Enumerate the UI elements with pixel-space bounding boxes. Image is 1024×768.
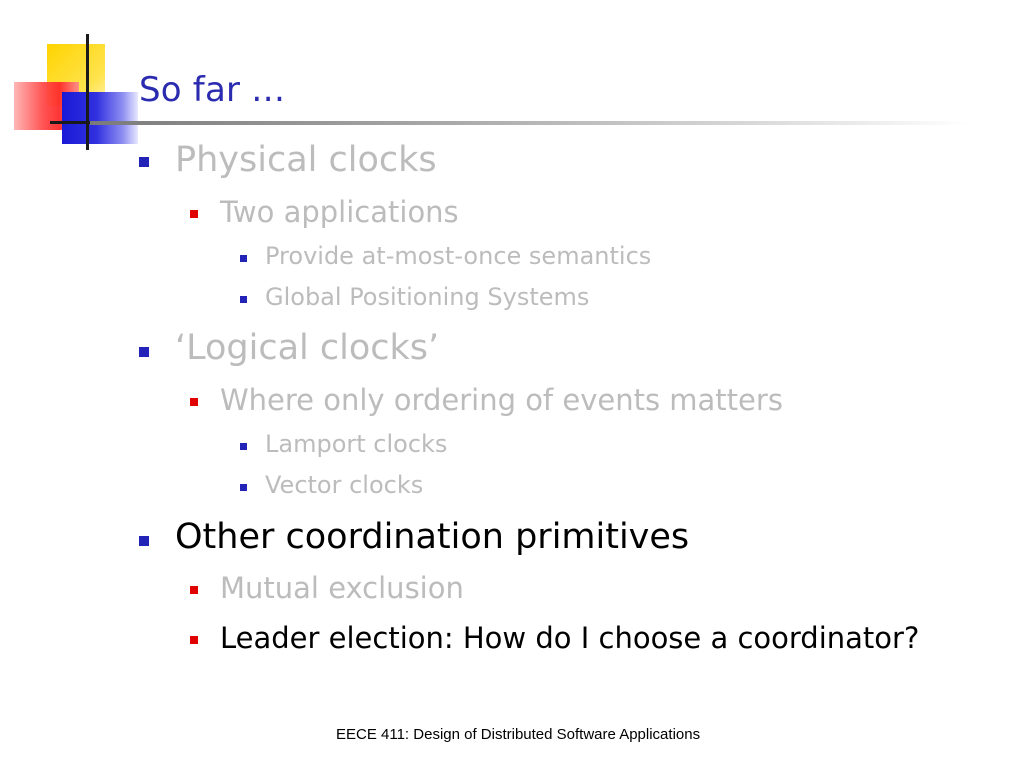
slide-title: So far … (139, 70, 286, 110)
bullet-text: Lamport clocks (265, 430, 448, 458)
blue-square-bullet-icon (139, 536, 149, 546)
slide-footer: EECE 411: Design of Distributed Software Applications (336, 726, 701, 743)
bullet-text: Other coordination primitives (175, 517, 690, 557)
title-underline (90, 121, 970, 125)
bullet-text: Provide at-most-once semantics (265, 242, 652, 270)
blue-square-bullet-icon (240, 255, 247, 262)
bullet-text: Physical clocks (175, 140, 437, 180)
bullet-text: ‘Logical clocks’ (175, 328, 440, 368)
blue-square-bullet-icon (240, 484, 247, 491)
bullet-text: Leader election: How do I choose a coordinator? (220, 621, 920, 655)
blue-square-bullet-icon (139, 347, 149, 357)
decorative-logo-blocks (0, 0, 140, 160)
bullet-text: Global Positioning Systems (265, 283, 590, 311)
bullet-text: Where only ordering of events matters (220, 383, 783, 417)
logo-blue-square (62, 92, 138, 144)
logo-vertical-line (86, 34, 89, 150)
red-square-bullet-icon (190, 586, 198, 594)
blue-square-bullet-icon (240, 296, 247, 303)
red-square-bullet-icon (190, 636, 198, 644)
bullet-text: Vector clocks (265, 471, 424, 499)
bullet-text: Two applications (220, 195, 459, 229)
red-square-bullet-icon (190, 210, 198, 218)
bullet-text: Mutual exclusion (220, 571, 464, 605)
blue-square-bullet-icon (240, 443, 247, 450)
blue-square-bullet-icon (139, 157, 149, 167)
red-square-bullet-icon (190, 398, 198, 406)
